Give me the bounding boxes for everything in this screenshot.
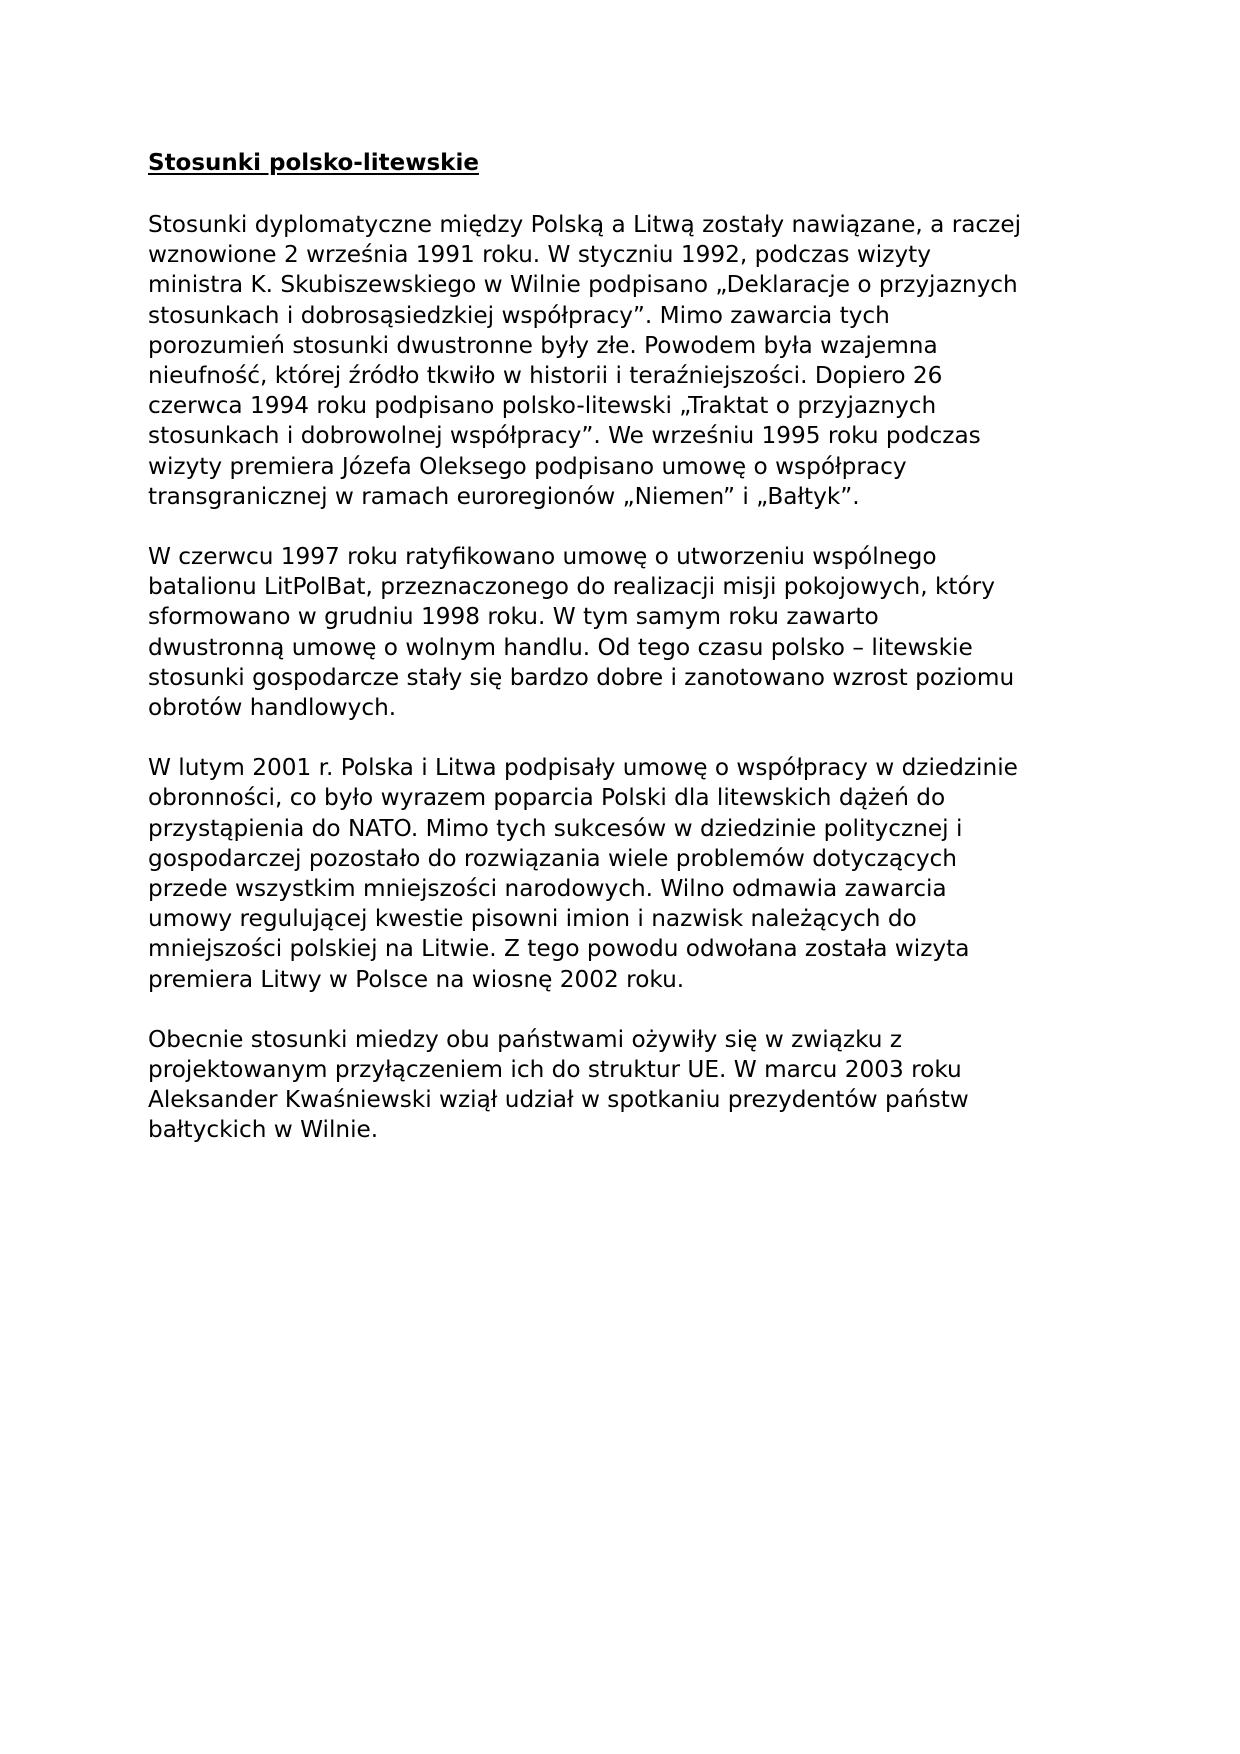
text-line: W lutym 2001 r. Polska i Litwa podpisały umowę o współpracy w dziedzinie: [148, 754, 1018, 782]
text-line: Aleksander Kwaśniewski wziął udział w spotkaniu prezydentów państw: [148, 1086, 969, 1114]
text-line: obronności, co było wyrazem poparcia Polski dla litewskich dążeń do: [148, 784, 946, 812]
text-line: dwustronną umowę o wolnym handlu. Od tego czasu polsko – litewskie: [148, 633, 973, 661]
paragraph-2: [148, 542, 1098, 723]
paragraph-3: [148, 753, 1098, 995]
text-line: porozumień stosunki dwustronne były złe. Powodem była wzajemna: [148, 331, 938, 359]
text-line: mniejszości polskiej na Litwie. Z tego powodu odwołana została wizyta: [148, 935, 970, 963]
text-line: obrotów handlowych.: [148, 694, 397, 722]
text-line: W czerwcu 1997 roku ratyfikowano umowę o utworzeniu wspólnego: [148, 543, 937, 571]
text-line: transgranicznej w ramach euroregionów „Niemen” i „Bałtyk”.: [148, 482, 860, 510]
text-line: czerwca 1994 roku podpisano polsko-litewski „Traktat o przyjaznych: [148, 392, 937, 420]
text-line: bałtyckich w Wilnie.: [148, 1116, 379, 1144]
text-line: gospodarczej pozostało do rozwiązania wiele problemów dotyczących: [148, 844, 957, 872]
text-line: stosunki gospodarcze stały się bardzo dobre i zanotowano wzrost poziomu: [148, 663, 1015, 691]
text-line: przystąpienia do NATO. Mimo tych sukcesów w dziedzinie politycznej i: [148, 814, 963, 842]
text-line: stosunkach i dobrowolnej współpracy”. We wrześniu 1995 roku podczas: [148, 422, 981, 450]
text-line: umowy regulującej kwestie pisowni imion i nazwisk należących do: [148, 905, 917, 933]
text-line: Stosunki dyplomatyczne między Polską a Litwą zostały nawiązane, a raczej: [148, 211, 1022, 238]
text-line: sformowano w grudniu 1998 roku. W tym samym roku zawarto: [148, 603, 879, 631]
text-line: projektowanym przyłączeniem ich do struktur UE. W marcu 2003 roku: [148, 1056, 962, 1084]
text-line: nieufność, której źródło tkwiło w historii i teraźniejszości. Dopiero 26: [148, 362, 943, 390]
paragraph-4: [148, 1025, 1098, 1146]
document-body: [148, 148, 1098, 1176]
text-line: batalionu LitPolBat, przeznaczonego do realizacji misji pokojowych, który: [148, 573, 995, 601]
text-line: premiera Litwy w Polsce na wiosnę 2002 roku.: [148, 965, 685, 993]
text-line: ministra K. Skubiszewskiego w Wilnie podpisano „Deklaracje o przyjaznych: [148, 271, 1018, 299]
text-line: wizyty premiera Józefa Oleksego podpisano umowę o współpracy: [148, 452, 907, 480]
text-line: Obecnie stosunki miedzy obu państwami ożywiły się w związku z: [148, 1025, 903, 1053]
document-title: Stosunki polsko-litewskie: [148, 150, 479, 176]
text-line: wznowione 2 września 1991 roku. W styczniu 1992, podczas wizyty: [148, 241, 931, 269]
text-line: przede wszystkim mniejszości narodowych. Wilno odmawia zawarcia: [148, 875, 947, 903]
text-line: stosunkach i dobrosąsiedzkiej współpracy”. Mimo zawarcia tych: [148, 301, 890, 329]
paragraph-1: [148, 210, 1098, 512]
